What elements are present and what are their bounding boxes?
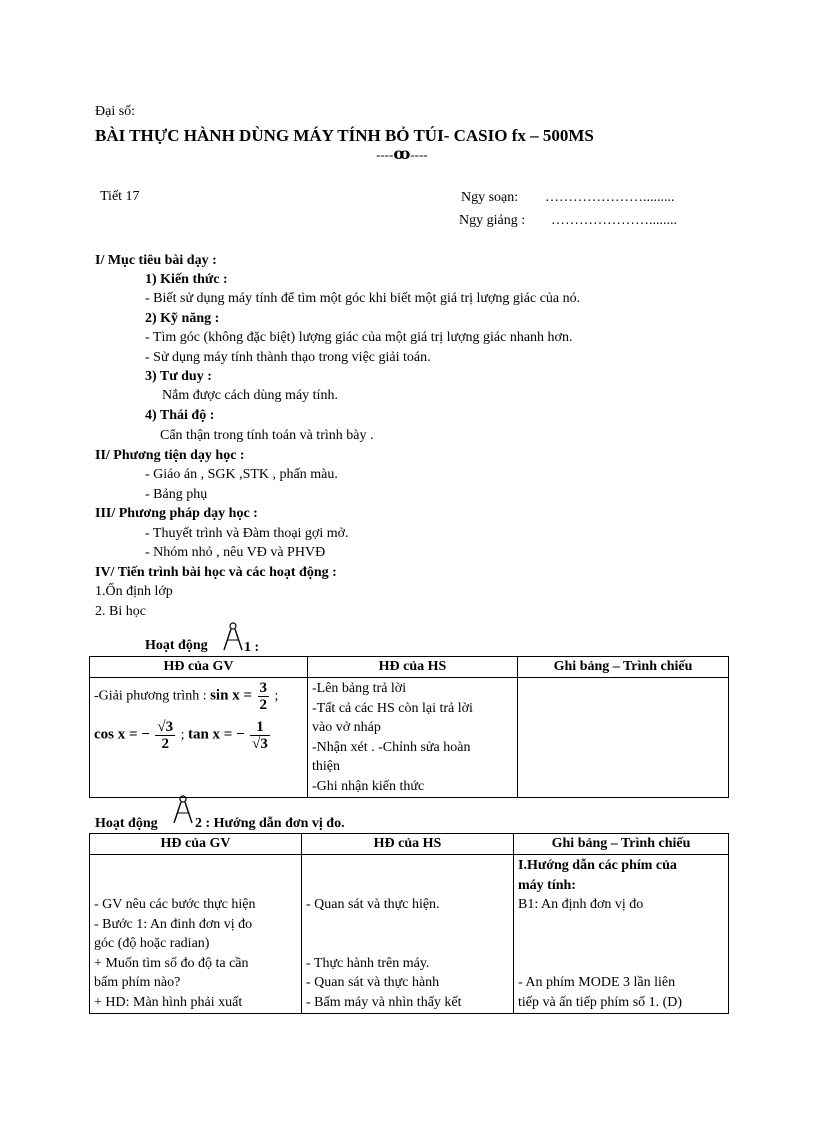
teach-date-label: Ngy giảng :	[459, 213, 526, 228]
fraction-cos	[155, 719, 175, 752]
thinking-heading: 3) Tư duy :	[145, 369, 212, 384]
attitude-item: Cẩn thận trong tính toán và trình bày .	[160, 428, 374, 443]
prep-date-label: Ngy soạn:	[461, 190, 519, 205]
skills-item: - Sử dụng máy tính thành thạo trong việc giải toán.	[145, 350, 431, 365]
column-header-gv: HĐ của GV	[90, 657, 308, 678]
objectives-heading: I/ Mục tiêu bài dạy :	[95, 253, 217, 268]
teach-date-value: …………………........	[551, 213, 677, 228]
column-header-gv: HĐ của GV	[90, 834, 302, 855]
fraction-denominator: 2	[259, 697, 267, 713]
column-header-board: Ghi bảng – Trình chiếu	[518, 657, 729, 678]
table-row	[90, 678, 729, 798]
fraction-numerator: 3	[259, 680, 267, 696]
compass-icon	[170, 795, 196, 825]
hs-line	[306, 876, 509, 896]
hs-line: - Quan sát và thực hiện.	[306, 897, 440, 912]
board-line: máy tính:	[518, 877, 576, 893]
board-line: tiếp và ấn tiếp phím số 1. (D)	[518, 994, 683, 1010]
gv-line: + Muốn tìm số đo độ ta cần	[94, 955, 249, 971]
means-item: - Giáo án , SGK ,STK , phấn màu.	[145, 467, 338, 482]
gv-cell	[90, 855, 302, 1014]
knowledge-item: - Biết sử dụng máy tính để tìm một góc khi biết một giá trị lượng giác của nó.	[145, 291, 581, 306]
equation-sin-lhs: sin x =	[210, 687, 252, 704]
process-heading: IV/ Tiến trình bài học và các hoạt động :	[95, 565, 337, 580]
hs-line: -Nhận xét . -Chỉnh sửa hoàn	[312, 739, 471, 755]
gv-line: - Bước 1: An đinh đơn vị đo	[94, 916, 253, 932]
ornament-symbol: ꝏ	[393, 146, 411, 163]
equation-sin-line	[94, 680, 303, 713]
board-line: - An phím MODE 3 lần liên	[518, 975, 676, 990]
activity1-table	[89, 656, 729, 798]
prep-date-value: ………………….........	[545, 190, 675, 205]
period-label: Tiết 17	[100, 189, 140, 204]
column-header-hs: HĐ của HS	[308, 657, 518, 678]
hs-line: - Bấm máy và nhìn thấy kết	[306, 994, 462, 1010]
equation-tan-lhs: tan x = −	[187, 726, 245, 743]
hs-line: - Thực hành trên máy.	[306, 955, 430, 971]
board-line	[518, 915, 724, 935]
hs-line: - Quan sát và thực hành	[306, 975, 440, 990]
methods-item: - Nhóm nhỏ , nêu VĐ và PHVĐ	[145, 545, 326, 560]
gv-line	[94, 876, 297, 896]
column-header-board: Ghi bảng – Trình chiếu	[514, 834, 729, 855]
ornament-dashes-left: ----	[376, 147, 394, 162]
board-line	[518, 934, 724, 954]
hs-line: -Lên bảng trả lời	[312, 681, 407, 696]
board-cell	[514, 855, 729, 1014]
fraction-numerator: 1	[250, 719, 270, 736]
equation-cos-lhs: cos x = −	[94, 726, 150, 743]
thinking-item: Nắm được cách dùng máy tính.	[162, 388, 338, 403]
activity2-title: Hoạt động	[95, 816, 158, 831]
hs-line: -Tất cả các HS còn lại trả lời	[312, 700, 473, 716]
fraction-denominator: 2	[161, 736, 169, 752]
fraction-denominator: √3	[252, 736, 268, 752]
attitude-heading: 4) Thái độ :	[145, 408, 215, 423]
fraction-tan	[250, 719, 270, 752]
table-header-row	[90, 657, 729, 678]
gv-cell	[90, 678, 308, 798]
activity1-title: Hoạt động	[145, 638, 208, 653]
process-item: 1.Ổn định lớp	[95, 584, 173, 599]
hs-line: -Ghi nhận kiến thức	[312, 778, 425, 794]
hs-line: vào vở nháp	[312, 720, 381, 735]
gv-line: + HD: Màn hình phải xuất	[94, 994, 243, 1010]
means-item: - Bảng phụ	[145, 487, 208, 502]
compass-icon	[220, 622, 246, 652]
hs-line	[306, 915, 509, 935]
fraction-numerator: √3	[157, 719, 174, 735]
methods-item: - Thuyết trình và Đàm thoại gợi mở.	[145, 526, 349, 541]
skills-item: - Tìm góc (không đặc biệt) lượng giác của một giá trị lượng giác nhanh hơn.	[145, 330, 573, 345]
gv-line: góc (độ hoặc radian)	[94, 936, 210, 951]
gv-instruction: -Giải phương trình :	[94, 688, 207, 704]
hs-cell	[308, 678, 518, 798]
skills-heading: 2) Kỹ năng :	[145, 311, 220, 326]
activity2-subtitle: 2 : Hướng dẫn đơn vị đo.	[195, 816, 345, 831]
hs-cell	[302, 855, 514, 1014]
board-line	[518, 954, 724, 974]
board-cell	[518, 678, 729, 798]
knowledge-heading: 1) Kiến thức :	[145, 272, 228, 287]
title-ornament	[376, 144, 428, 164]
hs-line	[306, 934, 509, 954]
activity2-table	[89, 833, 729, 1014]
subject-label: Đại số:	[95, 104, 136, 119]
gv-line	[94, 856, 297, 876]
methods-heading: III/ Phương pháp dạy học :	[95, 506, 258, 521]
hs-line	[306, 856, 509, 876]
page-title: BÀI THỰC HÀNH DÙNG MÁY TÍNH BỎ TÚI- CASIO fx – 500MS	[95, 126, 594, 145]
board-line: I.Hướng dẫn các phím của	[518, 858, 677, 873]
table-header-row	[90, 834, 729, 855]
equation-separator: ;	[180, 727, 185, 743]
ornament-dashes-right: ----	[410, 147, 428, 162]
fraction-sin	[258, 680, 270, 713]
table-row	[90, 855, 729, 1014]
equation-cos-tan-line	[94, 719, 303, 752]
process-item: 2. Bi học	[95, 604, 146, 619]
activity1-number: 1 :	[244, 640, 260, 655]
gv-line: bấm phím nào?	[94, 975, 181, 990]
equation-separator: ;	[274, 688, 279, 704]
means-heading: II/ Phương tiện dạy học :	[95, 448, 245, 463]
hs-line: thiện	[312, 759, 340, 774]
gv-line: - GV nêu các bước thực hiện	[94, 897, 256, 912]
board-line: B1: An định đơn vị đo	[518, 897, 644, 912]
column-header-hs: HĐ của HS	[302, 834, 514, 855]
